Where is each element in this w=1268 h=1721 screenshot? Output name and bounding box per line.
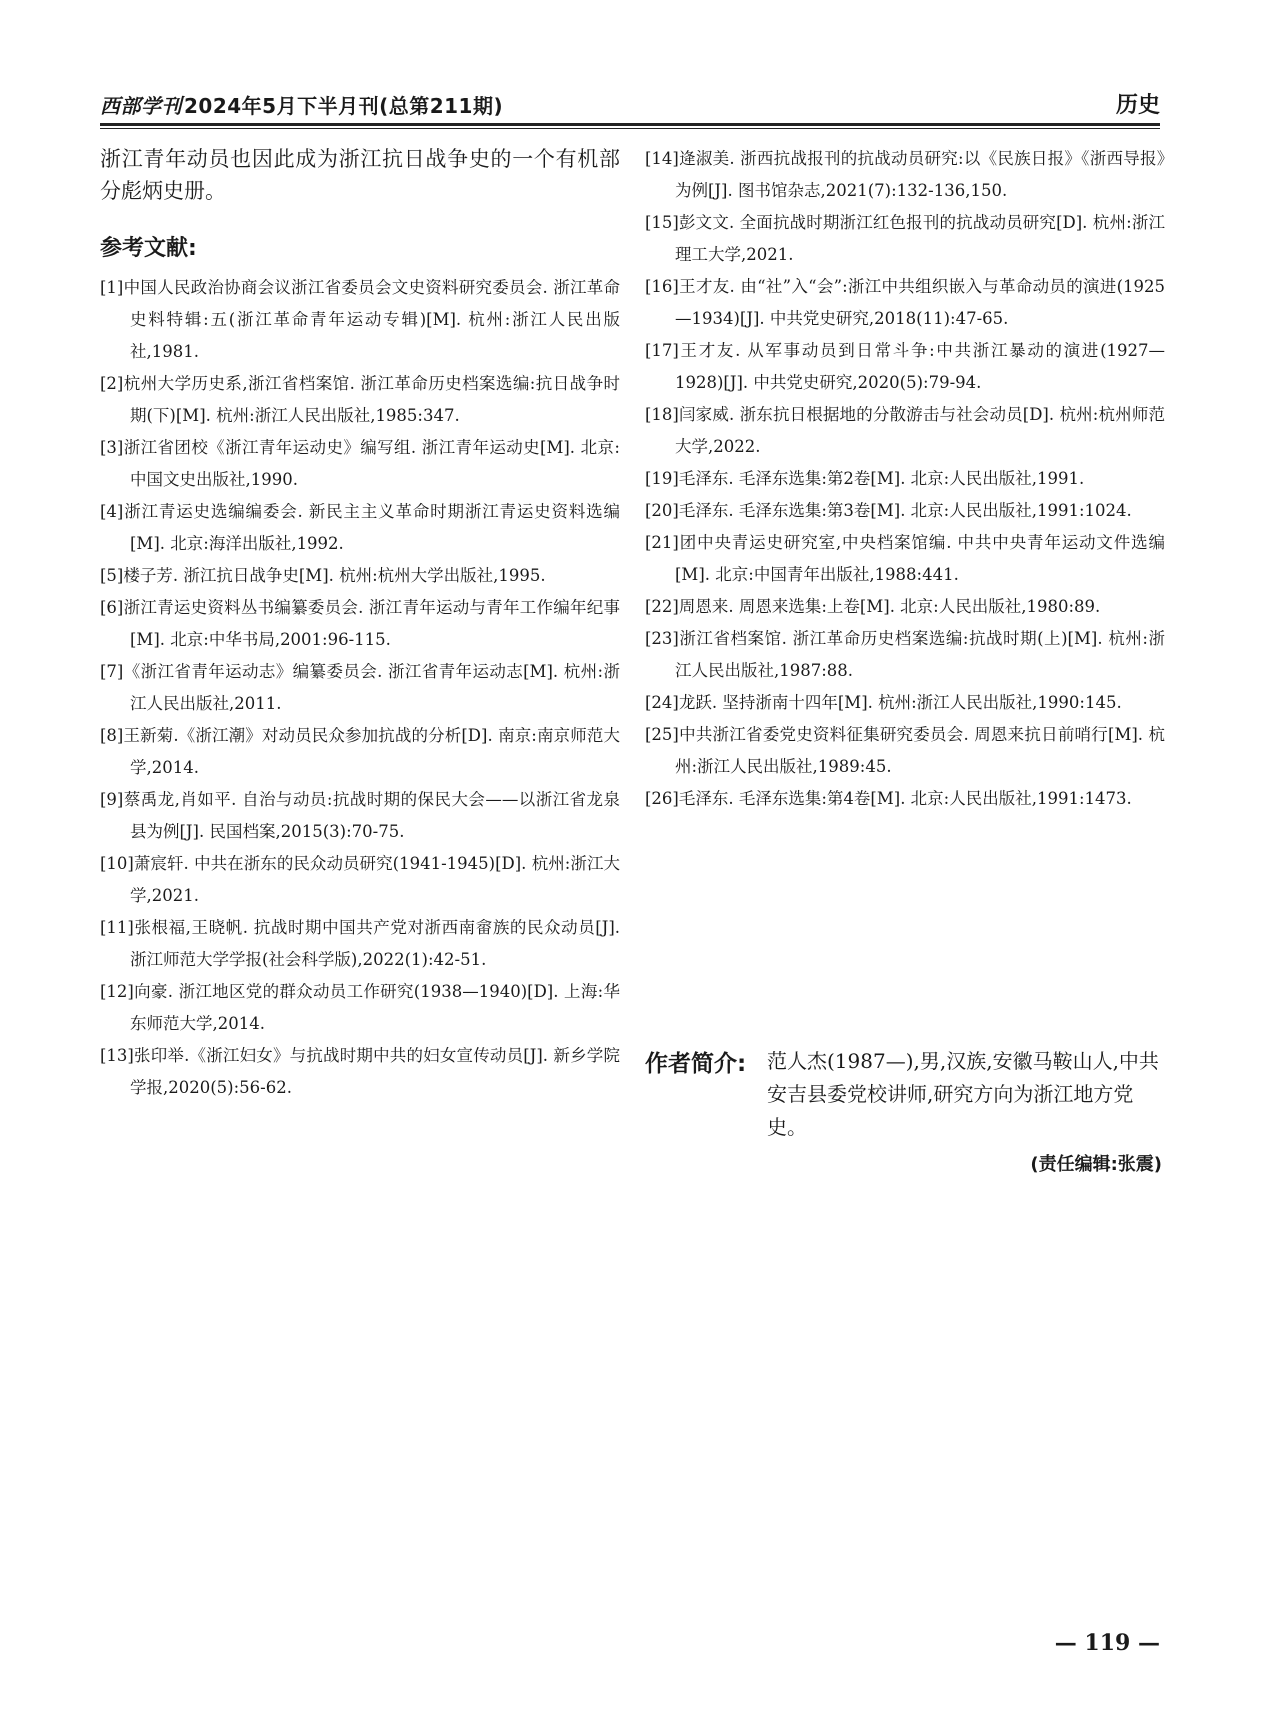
reference-item	[100, 848, 620, 912]
reference-text: 团中央青运史研究室,中央档案馆编. 中共中央青年运动文件选编[M]. 北京:中国青年出版社,1988:441.	[675, 533, 1165, 584]
reference-item	[100, 432, 620, 496]
reference-number: [16]	[645, 277, 679, 296]
reference-text: 闫家威. 浙东抗日根据地的分散游击与社会动员[D]. 杭州:杭州师范大学,2022.	[675, 405, 1165, 456]
reference-number: [10]	[100, 854, 134, 873]
reference-text: 王新菊.《浙江潮》对动员民众参加抗战的分析[D]. 南京:南京师范大学,2014.	[123, 726, 620, 777]
reference-text: 毛泽东. 毛泽东选集:第2卷[M]. 北京:人民出版社,1991.	[678, 469, 1085, 488]
references-title: 参考文献:	[100, 236, 197, 261]
reference-number: [13]	[100, 1046, 134, 1065]
reference-number: [23]	[645, 629, 679, 648]
reference-text: 张印举.《浙江妇女》与抗战时期中共的妇女宣传动员[J]. 新乡学院学报,2020(5):56-62.	[130, 1046, 620, 1097]
reference-item	[645, 495, 1165, 527]
journal-logo: 西部学刊	[100, 94, 182, 118]
reference-text: 毛泽东. 毛泽东选集:第3卷[M]. 北京:人民出版社,1991:1024.	[678, 501, 1132, 520]
reference-item	[645, 463, 1165, 495]
right-column	[645, 143, 1165, 815]
reference-text: 张根福,王晓帆. 抗战时期中国共产党对浙西南畲族的民众动员[J]. 浙江师范大学学报(社会科学版),2022(1):42-51.	[130, 918, 620, 969]
reference-item	[100, 784, 620, 848]
reference-item	[100, 272, 620, 368]
reference-text: 浙江省团校《浙江青年运动史》编写组. 浙江青年运动史[M]. 北京:中国文史出版社,1990.	[123, 438, 620, 489]
reference-text: 浙江省档案馆. 浙江革命历史档案选编:抗战时期(上)[M]. 杭州:浙江人民出版社,1987:88.	[675, 629, 1165, 680]
reference-number: [21]	[645, 533, 679, 552]
reference-text: 楼子芳. 浙江抗日战争史[M]. 杭州:杭州大学出版社,1995.	[123, 566, 546, 585]
reference-text: 向豪. 浙江地区党的群众动员工作研究(1938—1940)[D]. 上海:华东师范大学,2014.	[130, 982, 620, 1033]
header-rule-thin	[100, 128, 1160, 129]
page-header	[100, 88, 1160, 122]
reference-number: [22]	[645, 597, 679, 616]
reference-item	[645, 335, 1165, 399]
reference-number: [26]	[645, 789, 679, 808]
reference-number: [14]	[645, 149, 679, 168]
reference-number: [8]	[100, 726, 124, 745]
reference-item	[645, 527, 1165, 591]
reference-item	[100, 976, 620, 1040]
reference-item	[100, 496, 620, 560]
reference-number: [11]	[100, 918, 134, 937]
reference-item	[100, 720, 620, 784]
reference-text: 中共浙江省委党史资料征集研究委员会. 周恩来抗日前哨行[M]. 杭州:浙江人民出版社,1989:45.	[675, 725, 1165, 776]
reference-item	[645, 783, 1165, 815]
reference-text: 逄淑美. 浙西抗战报刊的抗战动员研究:以《民族日报》《浙西导报》为例[J]. 图书馆杂志,2021(7):132-136,150.	[675, 149, 1165, 200]
header-rule-thick	[100, 123, 1160, 126]
reference-item	[645, 399, 1165, 463]
reference-text: 毛泽东. 毛泽东选集:第4卷[M]. 北京:人民出版社,1991:1473.	[678, 789, 1132, 808]
reference-item	[645, 143, 1165, 207]
reference-number: [5]	[100, 566, 124, 585]
responsible-editor: (责任编辑:张震)	[1030, 1154, 1162, 1175]
reference-item	[645, 719, 1165, 783]
reference-number: [15]	[645, 213, 679, 232]
reference-number: [9]	[100, 790, 124, 809]
author-bio-text: 范人杰(1987—),男,汉族,安徽马鞍山人,中共安吉县委党校讲师,研究方向为浙江地方党史。	[767, 1049, 1159, 1139]
reference-number: [12]	[100, 982, 134, 1001]
journal-issue-line	[100, 90, 503, 119]
reference-text: 浙江青运史选编编委会. 新民主主义革命时期浙江青运史资料选编[M]. 北京:海洋出版社,1992.	[123, 502, 620, 553]
reference-item	[100, 1040, 620, 1104]
reference-text: 龙跃. 坚持浙南十四年[M]. 杭州:浙江人民出版社,1990:145.	[678, 693, 1122, 712]
reference-number: [18]	[645, 405, 679, 424]
reference-text: 《浙江省青年运动志》编纂委员会. 浙江省青年运动志[M]. 杭州:浙江人民出版社,2011.	[123, 662, 620, 713]
references-list-right	[645, 143, 1165, 815]
reference-item	[100, 912, 620, 976]
reference-text: 王才友. 从军事动员到日常斗争:中共浙江暴动的演进(1927—1928)[J]. 中共党史研究,2020(5):79-94.	[675, 341, 1165, 392]
reference-text: 浙江青运史资料丛书编纂委员会. 浙江青年运动与青年工作编年纪事[M]. 北京:中华书局,2001:96-115.	[123, 598, 620, 649]
reference-item	[100, 656, 620, 720]
reference-item	[645, 271, 1165, 335]
reference-text: 萧宸轩. 中共在浙东的民众动员研究(1941-1945)[D]. 杭州:浙江大学,2021.	[130, 854, 620, 905]
reference-number: [4]	[100, 502, 124, 521]
reference-text: 彭文文. 全面抗战时期浙江红色报刊的抗战动员研究[D]. 杭州:浙江理工大学,2021.	[675, 213, 1165, 264]
reference-item	[645, 687, 1165, 719]
section-label: 历史	[1115, 93, 1160, 118]
left-column	[100, 143, 620, 1104]
reference-number: [17]	[645, 341, 679, 360]
page-number: — 119 —	[1054, 1630, 1160, 1656]
reference-number: [1]	[100, 278, 124, 297]
reference-number: [25]	[645, 725, 679, 744]
reference-item	[100, 560, 620, 592]
reference-text: 周恩来. 周恩来选集:上卷[M]. 北京:人民出版社,1980:89.	[678, 597, 1101, 616]
author-bio-label: 作者简介:	[645, 1051, 747, 1077]
reference-item	[645, 623, 1165, 687]
reference-number: [6]	[100, 598, 124, 617]
reference-text: 王才友. 由“社”入“会”:浙江中共组织嵌入与革命动员的演进(1925—1934)[J]. 中共党史研究,2018(11):47-65.	[675, 277, 1165, 328]
reference-number: [24]	[645, 693, 679, 712]
reference-number: [19]	[645, 469, 679, 488]
references-list-left	[100, 272, 620, 1104]
reference-item	[645, 207, 1165, 271]
reference-text: 蔡禹龙,肖如平. 自治与动员:抗战时期的保民大会——以浙江省龙泉县为例[J]. 民国档案,2015(3):70-75.	[123, 790, 620, 841]
reference-number: [20]	[645, 501, 679, 520]
reference-number: [7]	[100, 662, 124, 681]
reference-item	[100, 368, 620, 432]
reference-number: [2]	[100, 374, 124, 393]
reference-text: 杭州大学历史系,浙江省档案馆. 浙江革命历史档案选编:抗日战争时期(下)[M]. 杭州:浙江人民出版社,1985:347.	[123, 374, 620, 425]
journal-issue: 2024年5月下半月刊(总第211期)	[184, 94, 504, 118]
reference-item	[100, 592, 620, 656]
intro-paragraph: 浙江青年动员也因此成为浙江抗日战争史的一个有机部分彪炳史册。	[100, 147, 620, 203]
reference-text: 中国人民政治协商会议浙江省委员会文史资料研究委员会. 浙江革命史料特辑:五(浙江革命青年运动专辑)[M]. 杭州:浙江人民出版社,1981.	[123, 278, 620, 361]
reference-item	[645, 591, 1165, 623]
reference-number: [3]	[100, 438, 124, 457]
